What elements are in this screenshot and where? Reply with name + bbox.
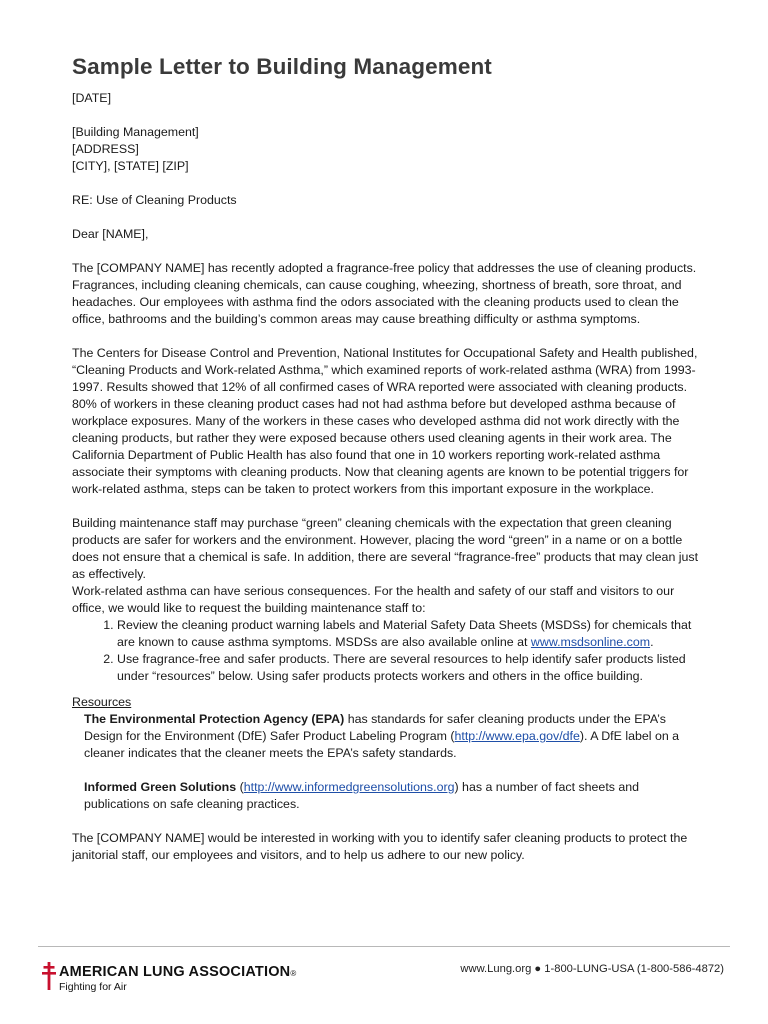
lorraine-cross-icon (42, 962, 56, 990)
re-line: RE: Use of Cleaning Products (72, 193, 237, 207)
letter-page (72, 54, 700, 864)
resource-epa-name: The Environmental Protection Agency (EPA) (84, 712, 345, 726)
address-line: [ADDRESS] (72, 142, 139, 156)
registered-mark: ® (290, 969, 297, 978)
list-item-text: Use fragrance-free and safer products. There are several resources to help identify safer products listed under “resources” below. Using safer products protects workers and others in the office building. (117, 652, 686, 683)
salutation: Dear [NAME], (72, 227, 149, 241)
resource-epa-text-end: ). A DfE label on a cleaner indicates that the cleaner meets the EPA’s safety standards. (84, 729, 680, 760)
resource-epa (84, 711, 700, 762)
paragraph-policy: The [COMPANY NAME] has recently adopted a fragrance-free policy that addresses the use of cleaning products. Fragrances, including cleaning chemicals, can cause coughing, wheezing, shortness of breath, sore throat, and headaches. Our employees with asthma find the odors associated with the cleaning products used to clean the office, bathrooms and the building’s common areas may cause breathing difficulty or asthma symptoms. (72, 261, 697, 326)
list-item (117, 617, 700, 651)
igs-link[interactable]: http://www.informedgreensolutions.org (243, 780, 455, 794)
list-item-text: Review the cleaning product warning labels and Material Safety Data Sheets (MSDSs) for chemicals that are known to cause asthma symptoms. MSDSs are also available online at (117, 618, 692, 649)
address-block (72, 124, 700, 175)
resource-igs-open: ( (236, 780, 244, 794)
resource-igs (84, 779, 700, 813)
request-list (72, 617, 700, 685)
resource-epa-text: has standards for safer cleaning products under the EPA’s Design for the Environment (DfE) Safer Product Labeling Program ( (84, 712, 666, 743)
resource-igs-text: ) has a number of fact sheets and publications on safe cleaning practices. (84, 780, 640, 811)
org-tagline: Fighting for Air (59, 981, 127, 993)
paragraph-research: The Centers for Disease Control and Prevention, National Institutes for Occupational Safety and Health published, “Cleaning Products and Work-related Asthma,” which examined reports of work-related asthma (WRA) from 1993-1997. Results showed that 12% of all confirmed cases of WRA reported were associated with cleaning products. 80% of workers in these cleaning product cases had not had asthma before but developed asthma because of workplace exposures. Many of the workers in these cases who developed asthma did not work directly with the cleaning products, but rather they were exposed because others used cleaning agents in their work area. The California Department of Public Health has also found that one in 10 workers reporting work-related asthma associate their symptoms with cleaning products. Now that cleaning agents are known to be potential triggers for work-related asthma, steps can be taken to protect workers from this important exposure in the workplace. (72, 346, 698, 496)
closing-paragraph: The [COMPANY NAME] would be interested in working with you to identify safer cleaning products to protect the janitorial staff, our employees and visitors, and to help us adhere to our new policy. (72, 831, 688, 862)
footer-contact: www.Lung.org ● 1-800-LUNG-USA (1-800-586-4872) (460, 963, 724, 975)
address-line: [CITY], [STATE] [ZIP] (72, 159, 189, 173)
org-name-text: AMERICAN LUNG ASSOCIATION (59, 964, 291, 980)
resources-block (72, 711, 700, 813)
list-item-end: . (650, 635, 654, 649)
date-line: [DATE] (72, 91, 112, 105)
address-line: [Building Management] (72, 125, 199, 139)
resource-igs-name: Informed Green Solutions (84, 780, 237, 794)
msds-link[interactable]: www.msdsonline.com (530, 635, 651, 649)
list-item (117, 651, 700, 685)
paragraph-green-products: Building maintenance staff may purchase “green” cleaning chemicals with the expectation that green cleaning products are safer for workers and the environment. However, placing the word “green” in a name or on a bottle does not ensure that a chemical is safe. In addition, there are several “fragrance-free” products that may clean just as effectively. (72, 516, 699, 581)
footer-divider (38, 946, 730, 947)
paragraph-request: Work-related asthma can have serious consequences. For the health and safety of our staff and visitors to our office, we would like to request the building maintenance staff to: (72, 584, 675, 615)
resources-heading: Resources (72, 695, 132, 709)
epa-link[interactable]: http://www.epa.gov/dfe (454, 729, 580, 743)
org-name (59, 964, 296, 980)
page-title: Sample Letter to Building Management (72, 54, 492, 79)
